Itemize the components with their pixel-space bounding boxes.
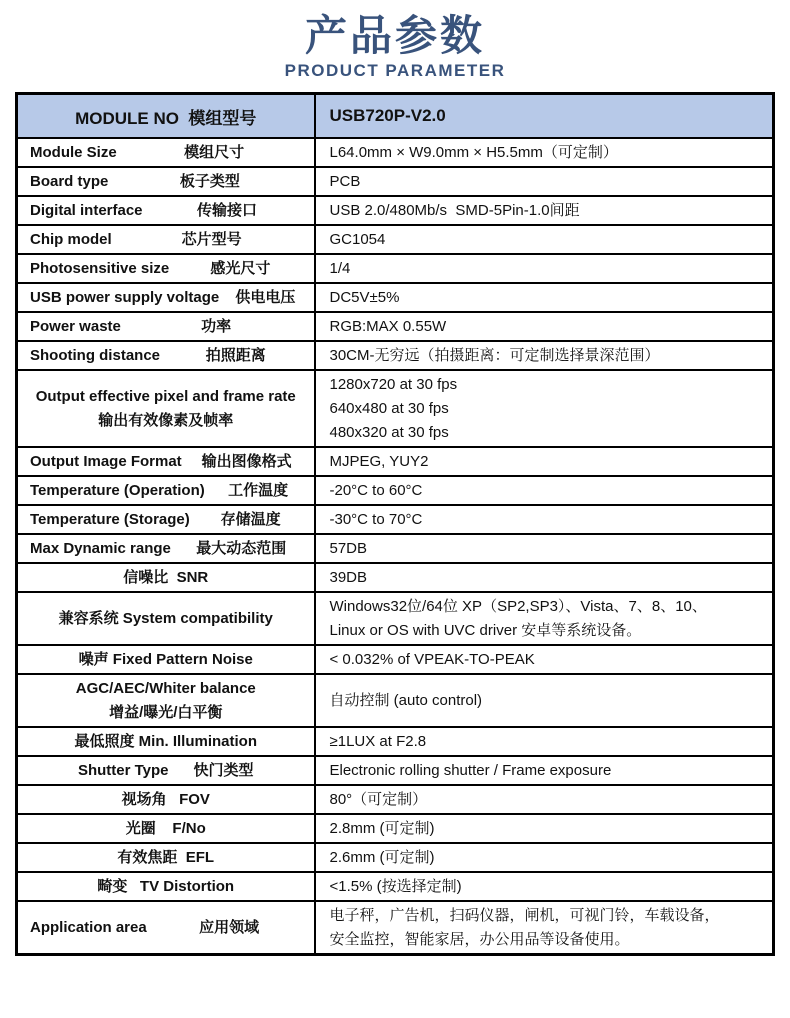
spec-value-cell: 2.8mm (可定制) — [315, 814, 774, 843]
spec-label-cell: Module Size 模组尺寸 — [17, 138, 315, 167]
spec-label-cell: Photosensitive size 感光尺寸 — [17, 254, 315, 283]
spec-row — [17, 225, 774, 254]
spec-label-cell: 视场角 FOV — [17, 785, 315, 814]
spec-label-cell: Max Dynamic range 最大动态范围 — [17, 534, 315, 563]
spec-label-cell: Power waste 功率 — [17, 312, 315, 341]
spec-row — [17, 534, 774, 563]
spec-table-header-row — [17, 94, 774, 138]
spec-label-cell: Chip model 芯片型号 — [17, 225, 315, 254]
spec-row — [17, 447, 774, 476]
spec-value-cell: -20°C to 60°C — [315, 476, 774, 505]
spec-value-cell: 57DB — [315, 534, 774, 563]
spec-value-cell: 电子秤，广告机，扫码仪器，闸机，可视门铃，车载设备， 安全监控，智能家居，办公用品等设备使用。 — [315, 901, 774, 955]
spec-label-cell: Application area 应用领域 — [17, 901, 315, 955]
spec-value-cell: 39DB — [315, 563, 774, 592]
spec-table — [15, 92, 775, 956]
spec-label-cell: 最低照度 Min. Illumination — [17, 727, 315, 756]
spec-row — [17, 370, 774, 447]
spec-row — [17, 674, 774, 727]
spec-value-cell: PCB — [315, 167, 774, 196]
spec-label-cell: Temperature (Storage) 存储温度 — [17, 505, 315, 534]
spec-label-cell: 畸变 TV Distortion — [17, 872, 315, 901]
spec-row — [17, 785, 774, 814]
spec-row — [17, 312, 774, 341]
page-title: 产品参数 — [304, 12, 485, 59]
spec-label-cell: Shooting distance 拍照距离 — [17, 341, 315, 370]
spec-row — [17, 645, 774, 674]
spec-value-cell: <1.5% (按选择定制) — [315, 872, 774, 901]
spec-row — [17, 505, 774, 534]
spec-label-cell: 兼容系统 System compatibility — [17, 592, 315, 645]
spec-row — [17, 138, 774, 167]
spec-value-cell: 自动控制 (auto control) — [315, 674, 774, 727]
spec-value-cell: -30°C to 70°C — [315, 505, 774, 534]
module-no-value-cell: USB720P-V2.0 — [315, 94, 774, 138]
page-subtitle: PRODUCT PARAMETER — [284, 61, 506, 81]
spec-label-cell: Output Image Format 输出图像格式 — [17, 447, 315, 476]
spec-row — [17, 254, 774, 283]
spec-row — [17, 814, 774, 843]
spec-row — [17, 872, 774, 901]
spec-row — [17, 592, 774, 645]
spec-label-cell: Shutter Type 快门类型 — [17, 756, 315, 785]
spec-value-cell: Windows32位/64位 XP（SP2,SP3）、Vista、7、8、10、 Linux or OS with UVC driver 安卓等系统设备。 — [315, 592, 774, 645]
module-no-header-cell: MODULE NO 模组型号 — [17, 94, 315, 138]
spec-label-cell: Output effective pixel and frame rate 输出有效像素及帧率 — [17, 370, 315, 447]
spec-value-cell: GC1054 — [315, 225, 774, 254]
spec-value-cell: RGB:MAX 0.55W — [315, 312, 774, 341]
spec-value-cell: MJPEG, YUY2 — [315, 447, 774, 476]
spec-row — [17, 843, 774, 872]
spec-label-cell: Board type 板子类型 — [17, 167, 315, 196]
spec-value-cell: ≥1LUX at F2.8 — [315, 727, 774, 756]
spec-row — [17, 341, 774, 370]
spec-row — [17, 563, 774, 592]
spec-row — [17, 727, 774, 756]
spec-row — [17, 196, 774, 225]
spec-row — [17, 901, 774, 955]
spec-value-cell: 30CM-无穷远（拍摄距离：可定制选择景深范围） — [315, 341, 774, 370]
spec-value-cell: 2.6mm (可定制) — [315, 843, 774, 872]
spec-value-cell: Electronic rolling shutter / Frame exposure — [315, 756, 774, 785]
spec-label-cell: 有效焦距 EFL — [17, 843, 315, 872]
spec-table-body — [17, 138, 774, 955]
spec-value-cell: 1/4 — [315, 254, 774, 283]
spec-label-cell: Temperature (Operation) 工作温度 — [17, 476, 315, 505]
spec-value-cell: DC5V±5% — [315, 283, 774, 312]
spec-row — [17, 756, 774, 785]
spec-row — [17, 283, 774, 312]
spec-label-cell: AGC/AEC/Whiter balance 增益/曝光/白平衡 — [17, 674, 315, 727]
spec-row — [17, 476, 774, 505]
spec-label-cell: 信噪比 SNR — [17, 563, 315, 592]
spec-row — [17, 167, 774, 196]
spec-value-cell: L64.0mm × W9.0mm × H5.5mm（可定制） — [315, 138, 774, 167]
spec-label-cell: 噪声 Fixed Pattern Noise — [17, 645, 315, 674]
spec-value-cell: 80°（可定制） — [315, 785, 774, 814]
spec-value-cell: USB 2.0/480Mb/s SMD-5Pin-1.0间距 — [315, 196, 774, 225]
spec-label-cell: USB power supply voltage 供电电压 — [17, 283, 315, 312]
spec-label-cell: 光圈 F/No — [17, 814, 315, 843]
spec-value-cell: 1280x720 at 30 fps 640x480 at 30 fps 480x320 at 30 fps — [315, 370, 774, 447]
spec-value-cell: < 0.032% of VPEAK-TO-PEAK — [315, 645, 774, 674]
page-header — [0, 0, 790, 81]
spec-label-cell: Digital interface 传输接口 — [17, 196, 315, 225]
